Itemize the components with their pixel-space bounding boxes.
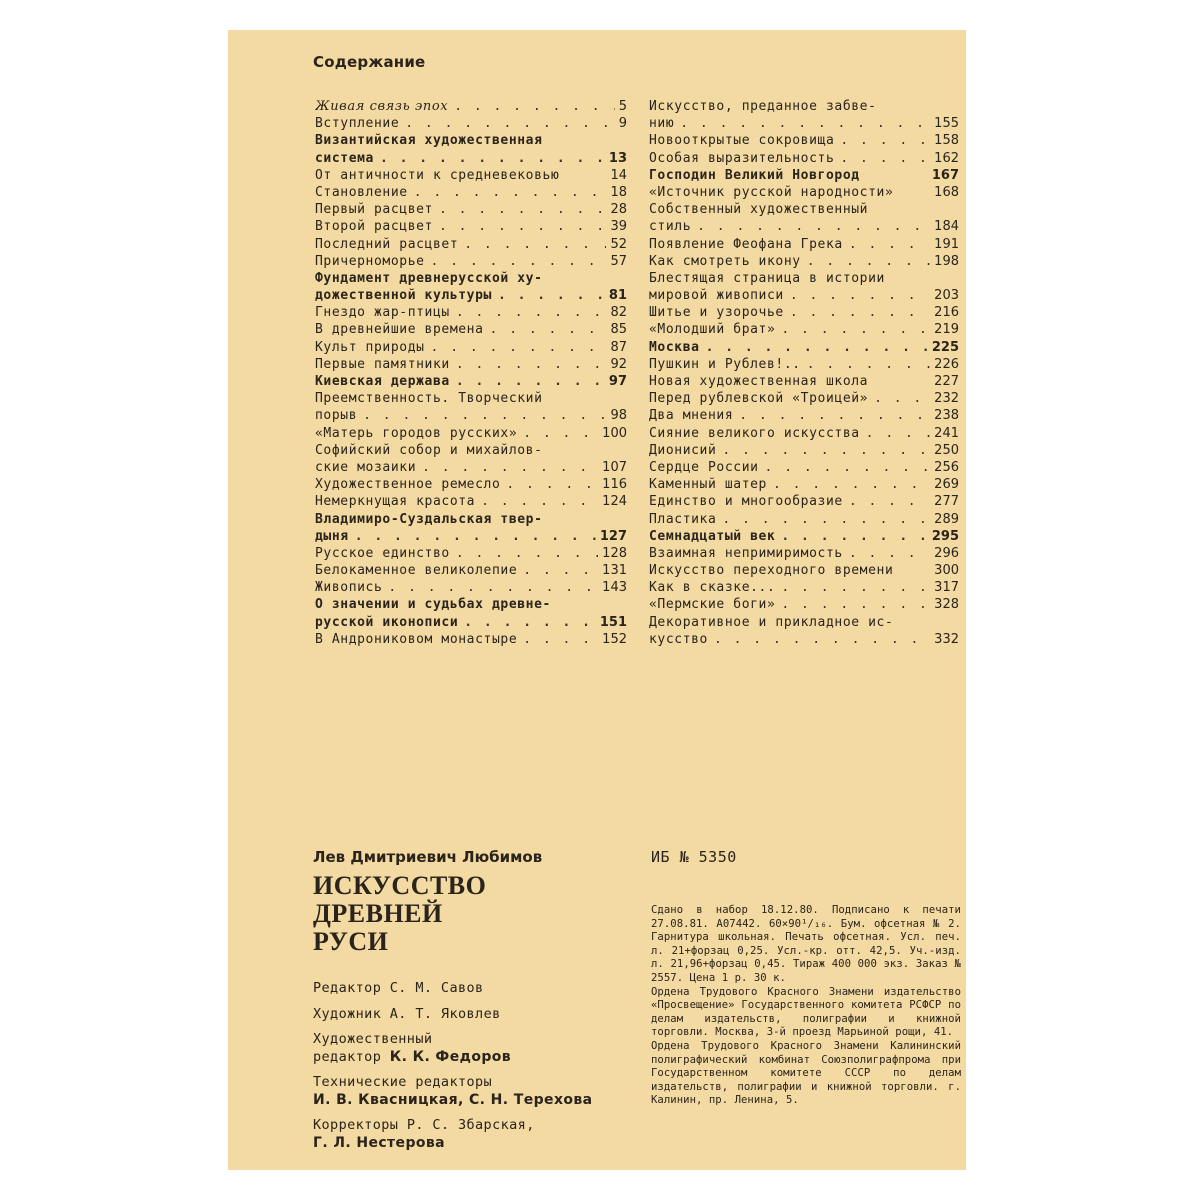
toc-entry-title: Как в сказке...	[649, 580, 776, 596]
toc-dot-leader	[781, 321, 930, 338]
toc-entry-title: Как смотреть икону	[649, 253, 801, 269]
toc-entry-title: Белокаменное великолепие	[315, 563, 518, 579]
toc-entry-title: Художественное ремесло	[315, 477, 501, 493]
toc-entry-title: кусство	[649, 631, 708, 647]
toc-entry-title: Пушкин и Рублев!..	[649, 356, 801, 372]
toc-page-number: 198	[934, 253, 959, 269]
toc-dot-leader	[739, 407, 930, 424]
toc-page-number: 98	[610, 408, 627, 424]
imprint-publication	[651, 848, 961, 1108]
toc-entry-title: Вступление	[315, 116, 400, 132]
toc-entry	[649, 545, 959, 562]
toc-dot-leader	[439, 218, 606, 235]
toc-dot-leader	[781, 528, 927, 545]
toc-entry	[315, 321, 627, 338]
proofreaders-name: Г. Л. Нестерова	[313, 1134, 445, 1151]
toc-page-number: 289	[934, 511, 959, 527]
toc-entry-title: Преемственность. Творческий	[315, 391, 543, 407]
toc-entry-title: Особая выразительность	[649, 150, 835, 166]
toc-entry-title: «Молодший брат»	[649, 322, 776, 338]
toc-page-number: 100	[602, 425, 627, 441]
toc-page-number: 128	[602, 545, 627, 561]
toc-dot-leader	[697, 218, 930, 235]
toc-entry-title: В древнейшие времена	[315, 322, 484, 338]
toc-entry	[315, 167, 627, 184]
toc-entry-title: Дионисий	[649, 442, 717, 458]
toc-page-number: 87	[610, 339, 627, 355]
toc-dot-leader	[781, 596, 930, 613]
tech-editors-names: И. В. Квасницкая, С. Н. Терехова	[313, 1091, 593, 1108]
toc-page-number: 39	[610, 219, 627, 235]
toc-entry-title: русской иконописи	[315, 614, 459, 630]
toc-page-number: 168	[934, 184, 959, 200]
toc-entry-title: Первый расцвет	[315, 202, 433, 218]
toc-entry-title: Последний расцвет	[315, 236, 459, 252]
toc-entry	[315, 115, 627, 132]
art-editor-name: К. К. Федоров	[389, 1048, 512, 1065]
toc-entry	[315, 425, 627, 442]
toc-entry-title: Блестящая страница в истории	[649, 270, 885, 286]
toc-entry	[315, 459, 627, 476]
toc-entry	[649, 579, 959, 596]
toc-entry	[315, 511, 627, 528]
toc-entry-title: Первые памятники	[315, 356, 450, 372]
editor-credit	[313, 980, 613, 998]
toc-entry-title: ские мозаики	[315, 459, 417, 475]
toc-page-number: 191	[934, 236, 959, 252]
toc-entry-title: Живопись	[315, 580, 383, 596]
toc-page-number: 167	[931, 167, 959, 183]
toc-page-number: 241	[934, 425, 959, 441]
toc-entry-title: Сияние великого искусства	[649, 425, 860, 441]
toc-entry-title: Фундамент древнерусской ху-	[315, 270, 543, 286]
toc-dot-leader	[866, 425, 931, 442]
toc-entry	[649, 201, 959, 218]
ib-number: ИБ № 5350	[651, 848, 737, 866]
toc-entry	[315, 476, 627, 493]
contents-heading: Содержание	[313, 53, 426, 71]
toc-dot-leader	[680, 115, 930, 132]
toc-entry-title: дыня	[315, 528, 349, 544]
toc-page-number: 13	[608, 150, 627, 166]
toc-dot-leader	[781, 579, 930, 596]
proofreaders-name: Р. С. Збарская,	[406, 1117, 535, 1133]
toc-entry-title: Новая художественная школа	[649, 374, 869, 389]
toc-dot-leader	[849, 545, 930, 562]
toc-entry-title: Второй расцвет	[315, 219, 433, 235]
toc-dot-leader	[773, 476, 930, 493]
toc-entry	[649, 459, 959, 476]
toc-page-number: 5	[618, 99, 627, 114]
toc-dot-leader	[464, 236, 606, 253]
publisher-info: Ордена Трудового Красного Знамени издательство «Просвещение» Государственного комитета РСФСР по делам издательств, полиграфии и книжной торговли. Москва, 3-й проезд Марьиной рощи, 41.	[651, 985, 961, 1039]
toc-entry-title: Единство и многообразие	[649, 494, 843, 510]
toc-entry	[649, 287, 959, 304]
toc-dot-leader	[874, 390, 930, 407]
art-editor-label: редактор	[313, 1048, 382, 1065]
book-title-line: ИСКУССТВО ДРЕВНЕЙ	[313, 871, 487, 928]
toc-page-number: 232	[934, 391, 959, 407]
toc-dot-leader	[380, 150, 605, 167]
toc-dot-leader	[481, 493, 598, 510]
toc-entry-title: мировой живописи	[649, 288, 784, 304]
toc-entry	[649, 218, 959, 235]
toc-entry	[315, 562, 627, 579]
toc-entry-title: Владимиро-Суздальская твер-	[315, 511, 543, 527]
toc-entry	[649, 304, 959, 321]
toc-page-number: 256	[934, 459, 959, 475]
toc-dot-leader	[840, 132, 930, 149]
toc-entry	[315, 596, 627, 613]
toc-page-number: 225	[931, 339, 959, 355]
toc-page-number: 158	[934, 133, 959, 149]
toc-entry	[315, 201, 627, 218]
toc-dot-leader	[807, 356, 930, 373]
book-title	[313, 872, 613, 956]
toc-dot-leader	[849, 236, 930, 253]
toc-entry-title: В Андрониковом монастыре	[315, 631, 518, 647]
toc-entry-title: Взаимная непримиримость	[649, 545, 843, 561]
toc-page-number: 14	[610, 167, 627, 183]
toc-entry-title: Перед рублевской «Троицей»	[649, 391, 869, 407]
toc-page-number: 328	[934, 597, 959, 613]
toc-dot-leader	[363, 407, 606, 424]
toc-entry	[315, 579, 627, 596]
toc-dot-leader	[790, 287, 930, 304]
toc-entry	[315, 545, 627, 562]
editor-name: С. М. Савов	[389, 980, 484, 996]
toc-dot-leader	[523, 631, 598, 648]
toc-dot-leader	[439, 201, 606, 218]
toc-entry-title: Декоративное и прикладное ис-	[649, 614, 894, 630]
toc-entry	[649, 493, 959, 510]
toc-dot-leader	[765, 459, 931, 476]
proofreaders-label: Корректоры	[313, 1117, 399, 1133]
toc-entry	[315, 150, 627, 167]
toc-entry-title: Причерноморье	[315, 253, 425, 269]
toc-entry	[649, 115, 959, 132]
toc-entry	[315, 304, 627, 321]
toc-dot-leader	[456, 356, 607, 373]
toc-dot-leader	[422, 459, 598, 476]
toc-entry-title: О значении и судьбах древне-	[315, 597, 551, 613]
toc-page-number: 216	[934, 305, 959, 321]
toc-entry	[315, 287, 627, 304]
toc-entry-title: «Пермские боги»	[649, 597, 776, 613]
toc-dot-leader	[456, 545, 598, 562]
toc-entry	[649, 390, 959, 407]
toc-page-number: 277	[934, 494, 959, 510]
toc-entry-title: Живая связь эпох	[315, 99, 449, 114]
toc-entry-title: Господин Великий Новгород	[649, 167, 860, 183]
toc-page-number: 296	[934, 545, 959, 561]
toc-entry	[649, 562, 959, 579]
art-editor-label: Художественный	[313, 1031, 433, 1047]
toc-entry	[649, 631, 959, 648]
toc-entry	[315, 132, 627, 149]
toc-entry-title: Собственный художественный	[649, 202, 869, 218]
toc-page-number: 97	[608, 374, 627, 389]
toc-entry	[315, 98, 627, 115]
toc-entry	[315, 407, 627, 424]
toc-dot-leader	[506, 476, 598, 493]
toc-entry-title: Искусство переходного времени	[649, 563, 894, 579]
toc-page-number: 203	[934, 288, 959, 304]
toc-dot-leader	[849, 493, 930, 510]
toc-dot-leader	[706, 339, 928, 356]
toc-page-number: 85	[610, 322, 627, 338]
toc-entry	[649, 132, 959, 149]
toc-page-number: 332	[934, 631, 959, 647]
toc-page-number: 295	[931, 528, 959, 544]
toc-page-number: 227	[934, 374, 959, 389]
toc-entry-title: Культ природы	[315, 339, 425, 355]
toc-page-number: 250	[934, 442, 959, 458]
toc-entry	[315, 493, 627, 510]
toc-dot-leader	[714, 631, 930, 648]
toc-entry-title: Появление Феофана Грека	[649, 236, 843, 252]
toc-entry-title: Гнездо жар-птицы	[315, 305, 450, 321]
toc-entry	[315, 218, 627, 235]
toc-entry-title: Русское единство	[315, 545, 450, 561]
toc-page-number: 52	[610, 236, 627, 252]
toc-entry-title: «Источник русской народности»	[649, 184, 894, 200]
imprint-credits	[313, 848, 613, 1160]
toc-entry-title: Искусство, преданное забве-	[649, 99, 877, 114]
toc-entry	[649, 236, 959, 253]
toc-entry	[315, 339, 627, 356]
toc-dot-leader	[523, 425, 598, 442]
publication-details: Сдано в набор 18.12.80. Подписано к печати 27.08.81. А07442. 60×90¹/₁₆. Бум. офсетная № 2. Гарнитура школьная. Печать офсетная. Усл. печ. л. 21+форзац 0,25. Усл.-кр. отт. 42,5. Уч.-изд. л. 21,96+форзац 0,45. Тираж 400 000 экз. Заказ № 2557. Цена 1 р. 30 к.	[651, 904, 961, 984]
toc-entry	[649, 356, 959, 373]
toc-page-number: 219	[934, 322, 959, 338]
toc-page-number: 226	[934, 356, 959, 372]
toc-entry	[315, 356, 627, 373]
toc-entry	[649, 339, 959, 356]
artist-name: А. Т. Яковлев	[389, 1005, 501, 1022]
toc-page-number: 107	[602, 459, 627, 475]
toc-page-number: 152	[602, 631, 627, 647]
toc-dot-leader	[388, 579, 598, 596]
toc-entry	[315, 631, 627, 648]
toc-page-number: 92	[610, 356, 627, 372]
toc-dot-leader	[405, 115, 614, 132]
artist-credit	[313, 1006, 613, 1024]
toc-page-number: 57	[610, 253, 627, 269]
toc-page-number: 151	[599, 614, 627, 630]
toc-entry	[649, 373, 959, 390]
toc-dot-leader	[456, 373, 605, 390]
toc-entry-title: порыв	[315, 408, 358, 424]
toc-entry	[649, 511, 959, 528]
toc-dot-leader	[431, 253, 607, 270]
toc-entry-title: Новооткрытые сокровища	[649, 133, 835, 149]
toc-entry	[649, 253, 959, 270]
toc-dot-leader	[498, 287, 605, 304]
toc-page-number: 28	[610, 202, 627, 218]
artist-label: Художник	[313, 1005, 382, 1022]
toc-entry-title: От античности к средневековью	[315, 167, 560, 183]
toc-page-number: 81	[608, 288, 627, 304]
toc-entry	[649, 528, 959, 545]
toc-dot-leader	[490, 321, 607, 338]
toc-page-number: 162	[934, 150, 959, 166]
toc-entry-title: стиль	[649, 219, 692, 235]
toc-dot-leader	[454, 98, 615, 115]
toc-entry	[649, 596, 959, 613]
toc-entry-title: Шитье и узорочье	[649, 305, 784, 321]
toc-page-number: 155	[934, 116, 959, 132]
editor-label: Редактор	[313, 980, 382, 996]
toc-dot-leader	[790, 304, 930, 321]
toc-entry-title: Два мнения	[649, 408, 734, 424]
toc-entry-title: нию	[649, 116, 675, 132]
toc-entry	[649, 167, 959, 184]
toc-entry-title: Киевская держава	[315, 374, 450, 389]
toc-page-number: 317	[934, 580, 959, 596]
printer-info: Ордена Трудового Красного Знамени Калининский полиграфический комбинат Союзполиграфпрома при Государственном комитете СССР по делам издательств, полиграфии и книжной торговли. г. Калинин, пр. Ленина, 5.	[651, 1039, 961, 1107]
toc-page-number: 127	[599, 528, 627, 544]
tech-editors-credit	[313, 1074, 613, 1109]
toc-entry	[315, 390, 627, 407]
toc-entry	[649, 270, 959, 287]
toc-entry	[649, 425, 959, 442]
toc-left-column	[315, 98, 627, 648]
toc-dot-leader	[722, 442, 930, 459]
toc-entry	[315, 184, 627, 201]
toc-entry	[315, 373, 627, 390]
toc-dot-leader	[722, 511, 930, 528]
toc-entry	[315, 236, 627, 253]
toc-dot-leader	[431, 339, 607, 356]
toc-entry	[315, 270, 627, 287]
toc-entry-title: Становление	[315, 184, 408, 200]
toc-entry	[649, 321, 959, 338]
toc-page-number: 238	[934, 408, 959, 424]
toc-page-number: 124	[602, 494, 627, 510]
toc-entry-title: Сердце России	[649, 459, 759, 475]
toc-entry	[649, 614, 959, 631]
toc-entry-title: Семнадцатый век	[649, 528, 776, 544]
author-name: Лев Дмитриевич Любимов	[313, 848, 543, 866]
art-editor-credit	[313, 1031, 613, 1066]
toc-entry	[315, 253, 627, 270]
toc-page-number: 300	[934, 563, 959, 579]
toc-entry-title: дожественной культуры	[315, 288, 492, 304]
toc-page-number: 184	[934, 219, 959, 235]
toc-entry-title: система	[315, 150, 374, 166]
toc-entry	[649, 98, 959, 115]
toc-right-column	[649, 98, 959, 648]
toc-entry	[315, 528, 627, 545]
toc-entry	[649, 184, 959, 201]
toc-entry-title: Москва	[649, 339, 700, 355]
toc-page-number: 18	[610, 184, 627, 200]
toc-entry	[649, 150, 959, 167]
toc-dot-leader	[807, 253, 930, 270]
book-title-line: РУСИ	[313, 927, 389, 956]
toc-dot-leader	[355, 528, 596, 545]
toc-entry	[315, 614, 627, 631]
toc-entry-title: Каменный шатер	[649, 477, 767, 493]
toc-entry-title: Византийская художественная	[315, 133, 543, 149]
proofreaders-credit	[313, 1117, 613, 1152]
tech-editors-label: Технические редакторы	[313, 1074, 493, 1090]
toc-page-number: 9	[618, 116, 627, 132]
toc-page-number: 82	[610, 305, 627, 321]
toc-entry-title: «Матерь городов русских»	[315, 425, 518, 441]
toc-entry	[649, 442, 959, 459]
toc-page-number: 269	[934, 477, 959, 493]
toc-entry-title: Немеркнущая красота	[315, 494, 476, 510]
toc-entry	[649, 407, 959, 424]
toc-entry	[315, 442, 627, 459]
toc-entry-title: Софийский собор и михайлов-	[315, 442, 543, 458]
toc-page-number: 131	[602, 563, 627, 579]
toc-dot-leader	[523, 562, 598, 579]
toc-dot-leader	[456, 304, 607, 321]
toc-dot-leader	[414, 184, 607, 201]
publication-details-block	[651, 904, 961, 1108]
toc-entry-title: Пластика	[649, 511, 717, 527]
toc-dot-leader	[464, 614, 596, 631]
toc-page-number: 116	[602, 477, 627, 493]
toc-dot-leader	[840, 150, 930, 167]
toc-page-number: 143	[602, 580, 627, 596]
toc-entry	[649, 476, 959, 493]
